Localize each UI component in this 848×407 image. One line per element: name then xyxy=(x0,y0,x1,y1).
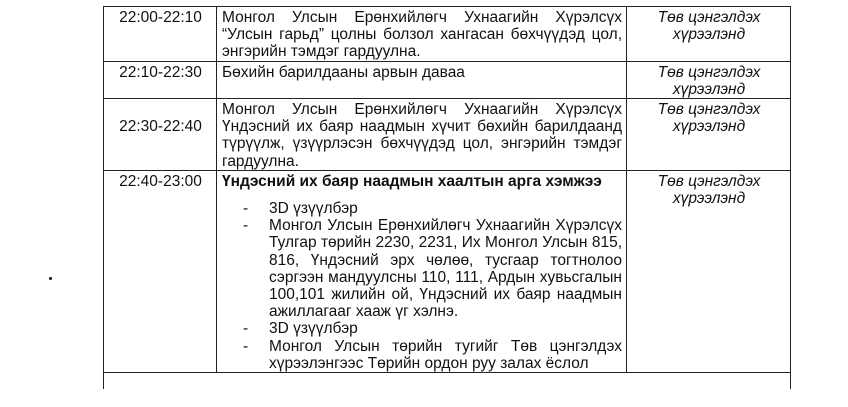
location-cell: Төв цэнгэлдэх хүрээлэнд xyxy=(627,170,791,372)
time-cell: 22:30-22:40 xyxy=(104,99,217,171)
list-item xyxy=(243,217,622,320)
list-item xyxy=(243,200,622,217)
table-row xyxy=(104,61,791,98)
table-row-empty xyxy=(104,373,791,390)
location-cell: Төв цэнгэлдэх хүрээлэнд xyxy=(627,7,791,62)
list-item-text: Монгол Улсын төрийн тугийг Төв цэнгэлдэх хүрээлэнгээс Төрийн ордон руу залах ёслол xyxy=(269,337,622,372)
dash-bullet: - xyxy=(243,337,249,355)
dash-bullet: - xyxy=(243,217,249,235)
description-cell: Бөхийн барилдааны арвын даваа xyxy=(217,61,627,98)
empty-cell xyxy=(104,373,791,390)
section-title: Үндэсний их баяр наадмын хаалтын арга хэмжээ xyxy=(222,172,602,190)
dash-bullet: - xyxy=(243,200,249,218)
list-item xyxy=(243,338,622,372)
stray-dot xyxy=(49,277,52,280)
description-cell: Монгол Улсын Ерөнхийлөгч Ухнаагийн Хүрэлсүх “Улсын гарьд” цолны болзол хангасан бөхчүүдэд цол, энгэрийн тэмдэг гардуулна. xyxy=(217,7,627,62)
location-cell: Төв цэнгэлдэх хүрээлэнд xyxy=(627,61,791,98)
table-row xyxy=(104,99,791,171)
time-cell: 22:10-22:30 xyxy=(104,61,217,98)
dash-bullet: - xyxy=(243,320,249,338)
list-item-text: 3D үзүүлбэр xyxy=(269,200,358,218)
table-row xyxy=(104,7,791,62)
description-cell: Монгол Улсын Ерөнхийлөгч Ухнаагийн Хүрэлсүх Үндэсний их баяр наадмын хүчит бөхийн барилдаанд түрүүлж, үзүүрлэсэн бөхчүүдэд цол, энгэрийн тэмдэг гардуулна. xyxy=(217,99,627,171)
schedule-table xyxy=(103,6,791,389)
table-row xyxy=(104,170,791,372)
list-item-text: Монгол Улсын Ерөнхийлөгч Ухнаагийн Хүрэлсүх Тулгар төрийн 2230, 2231, Их Монгол Улсын 815, 816, Үндэсний эрх чөлөө, тусгаар тогтнолоо сэргээн мандуулсны 110, 111, Ардын хувьсгалын 100,101 жилийн ой, Үндэсний их баяр наадмын ажиллагааг хааж үг хэлнэ. xyxy=(269,217,622,321)
list-item xyxy=(243,320,622,337)
item-list xyxy=(222,200,622,372)
list-item-text: 3D үзүүлбэр xyxy=(269,320,358,338)
time-cell: 22:40-23:00 xyxy=(104,170,217,372)
time-cell: 22:00-22:10 xyxy=(104,7,217,62)
location-cell: Төв цэнгэлдэх хүрээлэнд xyxy=(627,99,791,171)
description-cell xyxy=(217,170,627,372)
